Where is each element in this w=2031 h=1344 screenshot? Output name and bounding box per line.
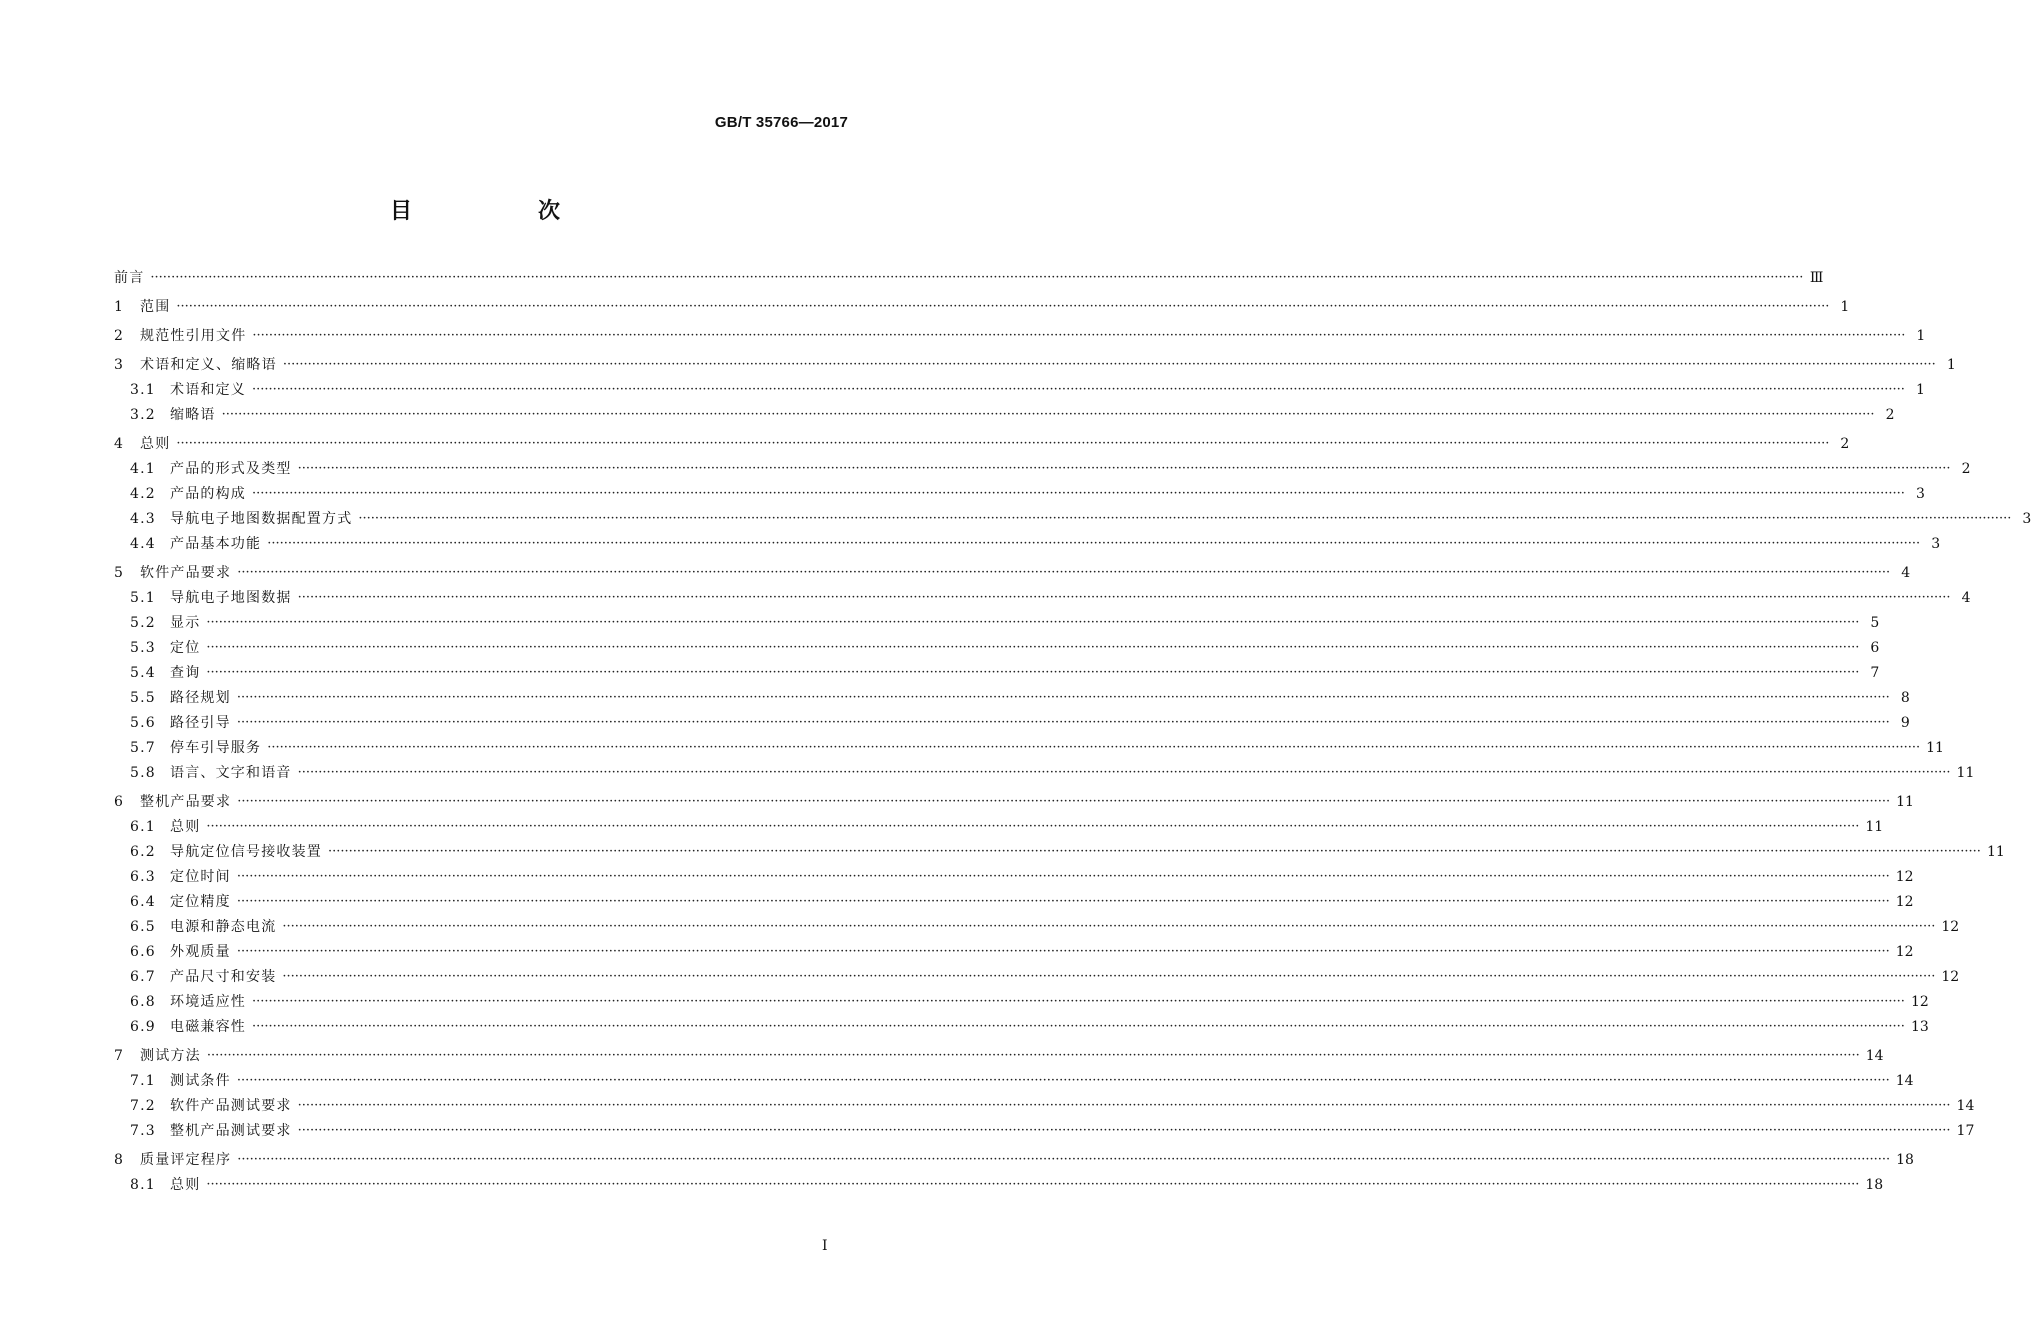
toc-entry[interactable] — [114, 867, 1914, 887]
toc-entry-title: 前言 — [114, 270, 145, 286]
toc-leader-dots: ················································································································································································································································································································································································································ — [252, 328, 1906, 343]
toc-entry-number: 4.2 — [130, 486, 156, 502]
toc-entry[interactable] — [114, 509, 2031, 529]
toc-entry-title: 缩略语 — [170, 407, 216, 423]
toc-entry-title: 测试条件 — [170, 1073, 231, 1089]
toc-leader-dots: ················································································································································································································································································································································································································ — [237, 1152, 1891, 1167]
toc-entry-number: 7.2 — [130, 1098, 156, 1114]
toc-entry[interactable] — [114, 1046, 1884, 1066]
toc-entry-page: 3 — [2022, 511, 2031, 527]
toc-entry[interactable] — [114, 326, 1926, 346]
toc-entry-page: 13 — [1910, 1019, 1929, 1035]
toc-leader-dots: ················································································································································································································································································································································································································ — [206, 1177, 1860, 1192]
toc-entry-title: 总则 — [170, 819, 201, 835]
toc-leader-dots: ················································································································································································································································································································································································································ — [176, 436, 1830, 451]
toc-leader-dots: ················································································································································································································································································································································································································ — [252, 1019, 1905, 1034]
toc-entry-title: 外观质量 — [170, 944, 231, 960]
toc-entry-page: 14 — [1956, 1098, 1975, 1114]
toc-entry[interactable] — [114, 967, 1960, 987]
page-number: I — [822, 1238, 828, 1254]
toc-entry[interactable] — [114, 405, 1895, 425]
toc-entry-number: 6.9 — [130, 1019, 156, 1035]
toc-entry-page: 2 — [1840, 436, 1850, 452]
toc-entry-number: 7.1 — [130, 1073, 156, 1089]
toc-entry[interactable] — [114, 484, 1925, 504]
toc-entry-page: 12 — [1895, 869, 1914, 885]
toc-entry[interactable] — [114, 1121, 1975, 1141]
toc-entry[interactable] — [114, 434, 1850, 454]
toc-entry-title: 导航定位信号接收装置 — [170, 844, 322, 860]
toc-entry-title: 停车引导服务 — [170, 740, 262, 756]
toc-entry-page: 4 — [1961, 590, 1971, 606]
toc-entry-page: Ⅲ — [1809, 270, 1824, 286]
toc-leader-dots: ················································································································································································································································································································································································································ — [297, 461, 1951, 476]
toc-leader-dots: ················································································································································································································································································································································································································ — [206, 1048, 1860, 1063]
toc-entry-page: 12 — [1910, 994, 1929, 1010]
toc-entry-page: 18 — [1896, 1152, 1914, 1168]
toc-leader-dots: ················································································································································································································································································································································································································ — [221, 407, 1875, 422]
toc-entry-title: 查询 — [170, 665, 201, 681]
toc-entry[interactable] — [114, 817, 1884, 837]
toc-entry-number: 3.2 — [130, 407, 156, 423]
toc-leader-dots: ················································································································································································································································································································································································································ — [297, 590, 1951, 605]
toc-entry[interactable] — [114, 613, 1880, 633]
toc-leader-dots: ················································································································································································································································································································································································································ — [282, 919, 1936, 934]
toc-entry-title: 电磁兼容性 — [170, 1019, 246, 1035]
toc-entry-title: 产品尺寸和安装 — [170, 969, 277, 985]
toc-entry-title: 产品基本功能 — [170, 536, 262, 552]
toc-leader-dots: ················································································································································································································································································································································································································ — [297, 1098, 1951, 1113]
toc-entry-page: 11 — [1896, 794, 1914, 810]
toc-entry-page: 11 — [1926, 740, 1944, 756]
toc-entry-page: 4 — [1901, 565, 1911, 581]
toc-entry-number: 6.7 — [130, 969, 156, 985]
toc-entry-number: 4.4 — [130, 536, 156, 552]
toc-leader-dots: ················································································································································································································································································································································································································ — [206, 615, 1860, 630]
toc-entry-number: 6.1 — [130, 819, 156, 835]
toc-entry[interactable] — [114, 459, 1971, 479]
toc-entry-page: 1 — [1840, 299, 1850, 315]
toc-entry-page: 11 — [1956, 765, 1975, 781]
toc-entry-page: 12 — [1941, 919, 1960, 935]
toc-entry-title: 路径引导 — [170, 715, 231, 731]
toc-leader-dots: ················································································································································································································································································································································································································ — [176, 299, 1830, 314]
toc-entry-number: 5.8 — [130, 765, 156, 781]
toc-leader-dots: ················································································································································································································································································································································································································ — [237, 794, 1891, 809]
toc-entry[interactable] — [114, 534, 1941, 554]
toc-entry[interactable] — [114, 1096, 1975, 1116]
toc-leader-dots: ················································································································································································································································································································································································································ — [236, 894, 1890, 909]
toc-entry-number: 5.6 — [130, 715, 156, 731]
toc-entry-title: 范围 — [140, 299, 171, 315]
toc-entry-number: 5.3 — [130, 640, 156, 656]
toc-entry-page: 3 — [1916, 486, 1925, 502]
toc-entry-number: 5 — [114, 565, 125, 581]
toc-entry-page: 17 — [1956, 1123, 1975, 1139]
toc-leader-dots: ················································································································································································································································································································································································································ — [267, 740, 1921, 755]
toc-entry[interactable] — [114, 738, 1944, 758]
toc-entry-title: 术语和定义、缩略语 — [140, 357, 277, 373]
toc-entry[interactable] — [114, 268, 1824, 288]
toc-entry[interactable] — [114, 563, 1911, 583]
toc-leader-dots: ················································································································································································································································································································································································································ — [297, 1123, 1951, 1138]
toc-leader-dots: ················································································································································································································································································································································································································ — [236, 715, 1890, 730]
toc-entry-number: 7.3 — [130, 1123, 156, 1139]
toc-entry-title: 环境适应性 — [170, 994, 246, 1010]
toc-entry-page: 12 — [1895, 894, 1914, 910]
toc-entry-page: 1 — [1946, 357, 1956, 373]
toc-entry-page: 3 — [1931, 536, 1941, 552]
toc-entry-number: 3.1 — [130, 382, 156, 398]
toc-leader-dots: ················································································································································································································································································································································································································ — [252, 486, 1905, 501]
toc-entry-page: 7 — [1870, 665, 1880, 681]
toc-entry-title: 导航电子地图数据配置方式 — [170, 511, 353, 527]
toc-entry-title: 显示 — [170, 615, 201, 631]
toc-entry-page: 1 — [1916, 382, 1925, 398]
toc-entry-page: 11 — [1986, 844, 2005, 860]
toc-leader-dots: ················································································································································································································································································································································································································ — [150, 270, 1804, 285]
toc-entry-page: 14 — [1865, 1048, 1884, 1064]
toc-entry[interactable] — [114, 297, 1850, 317]
toc-entry-page: 2 — [1961, 461, 1971, 477]
toc-entry-number: 5.1 — [130, 590, 156, 606]
toc-leader-dots: ················································································································································································································································································································································································································ — [282, 357, 1936, 372]
toc-entry[interactable] — [114, 355, 1956, 375]
toc-entry-number: 6.4 — [130, 894, 156, 910]
toc-entry[interactable] — [114, 842, 2005, 862]
toc-leader-dots: ················································································································································································································································································································································································································ — [267, 536, 1921, 551]
toc-leader-dots: ················································································································································································································································································································································································································ — [328, 844, 1981, 859]
toc-entry-number: 6.2 — [130, 844, 156, 860]
toc-entry-title: 软件产品要求 — [140, 565, 232, 581]
toc-entry-number: 6.8 — [130, 994, 156, 1010]
toc-entry[interactable] — [114, 792, 1914, 812]
toc-entry[interactable] — [114, 688, 1910, 708]
toc-entry-title: 定位精度 — [170, 894, 231, 910]
toc-entry-title: 导航电子地图数据 — [170, 590, 292, 606]
toc-leader-dots: ················································································································································································································································································································································································································ — [282, 969, 1936, 984]
toc-entry-title: 总则 — [140, 436, 171, 452]
toc-entry[interactable] — [114, 588, 1971, 608]
toc-entry[interactable] — [114, 1175, 1884, 1195]
toc-entry[interactable] — [114, 1017, 1929, 1037]
toc-leader-dots: ················································································································································································································································································································································································································ — [236, 690, 1890, 705]
toc-entry-number: 5.7 — [130, 740, 156, 756]
toc-entry-number: 2 — [114, 328, 125, 344]
toc-leader-dots: ················································································································································································································································································································································································································ — [206, 819, 1860, 834]
toc-entry-number: 5.5 — [130, 690, 156, 706]
toc-entry[interactable] — [114, 1071, 1914, 1091]
toc-leader-dots: ················································································································································································································································································································································································································ — [206, 640, 1860, 655]
toc-entry-title: 术语和定义 — [170, 382, 246, 398]
toc-entry-title: 路径规划 — [170, 690, 231, 706]
toc-entry-number: 5.4 — [130, 665, 156, 681]
toc-entry-page: 1 — [1916, 328, 1926, 344]
toc-entry-number: 4.3 — [130, 511, 156, 527]
toc-entry-title: 规范性引用文件 — [140, 328, 247, 344]
toc-entry-title: 语言、文字和语音 — [170, 765, 292, 781]
toc-entry-page: 2 — [1885, 407, 1895, 423]
toc-entry-number: 6.3 — [130, 869, 156, 885]
toc-leader-dots: ················································································································································································································································································································································································································ — [236, 944, 1890, 959]
toc-entry-page: 18 — [1865, 1177, 1884, 1193]
toc-entry-number: 7 — [114, 1048, 125, 1064]
toc-entry-title: 总则 — [170, 1177, 201, 1193]
toc-entry-title: 整机产品测试要求 — [170, 1123, 292, 1139]
toc-leader-dots: ················································································································································································································································································································································································································ — [252, 994, 1905, 1009]
toc-entry-title: 软件产品测试要求 — [170, 1098, 292, 1114]
toc-entry-number: 8 — [114, 1152, 125, 1168]
toc-entry-number: 8.1 — [130, 1177, 156, 1193]
toc-entry-number: 4 — [114, 436, 125, 452]
toc-entry[interactable] — [114, 713, 1910, 733]
toc-entry-title: 整机产品要求 — [140, 794, 232, 810]
toc-entry-page: 12 — [1941, 969, 1960, 985]
toc-entry-page: 5 — [1870, 615, 1880, 631]
toc-leader-dots: ················································································································································································································································································································································································································ — [236, 1073, 1890, 1088]
toc-entry-page: 14 — [1895, 1073, 1914, 1089]
toc-entry-title: 产品的构成 — [170, 486, 246, 502]
toc-leader-dots: ················································································································································································································································································································································································································ — [252, 382, 1905, 397]
toc-entry-page: 9 — [1900, 715, 1910, 731]
toc-entry[interactable] — [114, 942, 1914, 962]
toc-leader-dots: ················································································································································································································································································································································································································ — [206, 665, 1860, 680]
toc-entry-title: 产品的形式及类型 — [170, 461, 292, 477]
toc-entry[interactable] — [114, 380, 1925, 400]
toc-entry-number: 6.6 — [130, 944, 156, 960]
toc-entry-title: 定位时间 — [170, 869, 231, 885]
toc-entry-number: 6.5 — [130, 919, 156, 935]
toc-entry[interactable] — [114, 917, 1960, 937]
page-title: 目 次 — [389, 199, 612, 224]
toc-entry-number: 5.2 — [130, 615, 156, 631]
toc-entry-number: 1 — [114, 299, 125, 315]
toc-leader-dots: ················································································································································································································································································································································································································ — [237, 565, 1891, 580]
toc-entry[interactable] — [114, 992, 1929, 1012]
toc-entry-page: 12 — [1895, 944, 1914, 960]
toc-entry-page: 6 — [1870, 640, 1880, 656]
table-of-contents — [114, 268, 2031, 1195]
toc-entry-title: 测试方法 — [140, 1048, 201, 1064]
toc-entry[interactable] — [114, 638, 1880, 658]
toc-entry[interactable] — [114, 663, 1880, 683]
toc-entry-title: 电源和静态电流 — [170, 919, 277, 935]
toc-entry-number: 3 — [114, 357, 125, 373]
toc-leader-dots: ················································································································································································································································································································································································································ — [358, 511, 2012, 526]
toc-entry-number: 6 — [114, 794, 125, 810]
toc-leader-dots: ················································································································································································································································································································································································································ — [236, 869, 1890, 884]
toc-entry-number: 4.1 — [130, 461, 156, 477]
toc-entry[interactable] — [114, 763, 1975, 783]
toc-entry-page: 11 — [1865, 819, 1884, 835]
toc-entry-title: 质量评定程序 — [140, 1152, 232, 1168]
toc-leader-dots: ················································································································································································································································································································································································································ — [297, 765, 1951, 780]
toc-entry[interactable] — [114, 1150, 1914, 1170]
toc-entry[interactable] — [114, 892, 1914, 912]
standard-code: GB/T 35766—2017 — [714, 114, 848, 131]
toc-entry-page: 8 — [1900, 690, 1910, 706]
toc-entry-title: 定位 — [170, 640, 201, 656]
